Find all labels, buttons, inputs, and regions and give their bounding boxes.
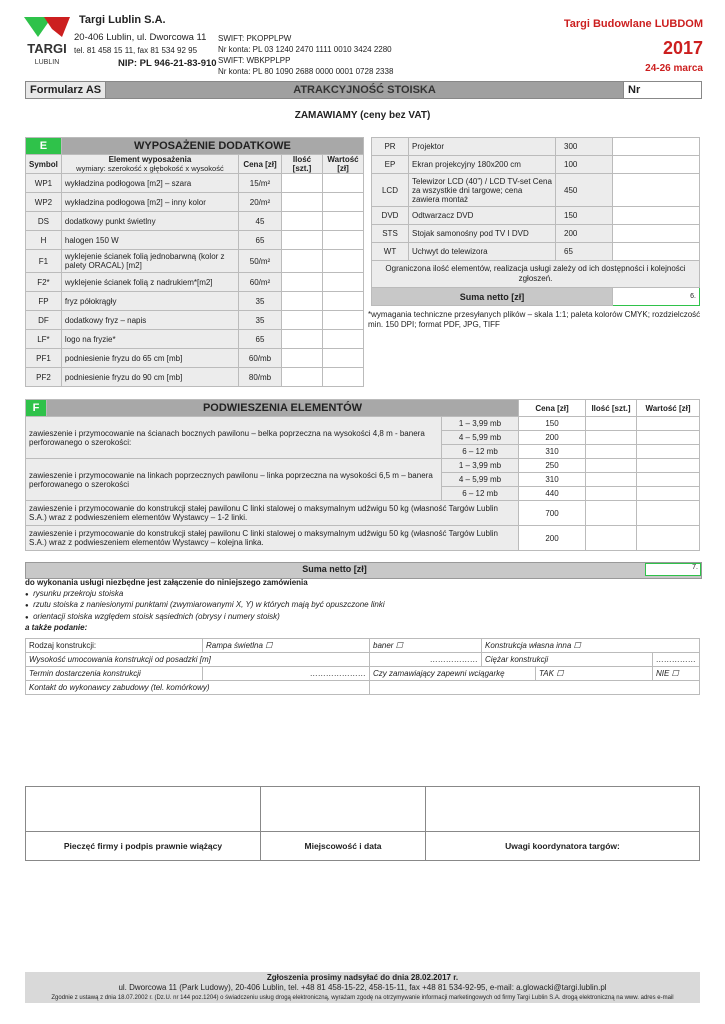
qty-input[interactable] xyxy=(613,138,700,156)
equipment-row xyxy=(26,193,364,212)
qty-input[interactable] xyxy=(282,292,323,311)
company-address: 20-406 Lublin, ul. Dworcowa 11 xyxy=(74,32,207,43)
col-value-f: Wartość [zł] xyxy=(637,400,700,417)
value-input[interactable] xyxy=(323,250,364,273)
qty-input[interactable] xyxy=(586,459,637,473)
value-input[interactable] xyxy=(323,231,364,250)
equipment-price: 65 xyxy=(239,231,282,250)
equipment-name: fryz półokrągły xyxy=(61,292,238,311)
qty-input[interactable] xyxy=(613,207,700,225)
av-name: Ekran projekcyjny 180x200 cm xyxy=(409,156,556,174)
value-input[interactable] xyxy=(637,431,700,445)
av-symbol: WT xyxy=(372,243,409,261)
value-input[interactable] xyxy=(323,273,364,292)
equipment-row xyxy=(26,349,364,368)
equipment-price: 50/m² xyxy=(239,250,282,273)
value-input[interactable] xyxy=(637,417,700,431)
equipment-row xyxy=(26,311,364,330)
qty-input[interactable] xyxy=(586,501,637,526)
equipment-symbol: PF2 xyxy=(26,368,62,387)
delivery-input[interactable]: ………………… xyxy=(203,667,370,681)
sum-f-bar xyxy=(25,562,702,579)
equipment-name: logo na fryzie* xyxy=(61,330,238,349)
av-price: 150 xyxy=(556,207,613,225)
equipment-symbol: F1 xyxy=(26,250,62,273)
price-cell: 310 xyxy=(519,473,586,487)
col-element: Element wyposażenia xyxy=(108,155,192,164)
col-qty: Ilość [szt.] xyxy=(282,155,323,174)
range-cell: 1 – 3,99 mb xyxy=(442,417,519,431)
equipment-price: 65 xyxy=(239,330,282,349)
section-f-code: F xyxy=(26,400,47,417)
sum-label-f: Suma netto [zł] xyxy=(302,564,367,574)
equipment-symbol: DF xyxy=(26,311,62,330)
signature-label: Pieczęć firmy i podpis prawnie wiążący xyxy=(26,832,261,861)
equipment-row xyxy=(26,174,364,193)
section-f-title: PODWIESZENIA ELEMENTÓW xyxy=(47,400,519,417)
equipment-symbol: WP1 xyxy=(26,174,62,193)
equipment-row xyxy=(26,330,364,349)
av-price: 300 xyxy=(556,138,613,156)
av-symbol: PR xyxy=(372,138,409,156)
svg-text:TARGI: TARGI xyxy=(27,41,67,56)
qty-input[interactable] xyxy=(282,250,323,273)
section-e-code: E xyxy=(26,138,62,155)
desc-cable-1: zawieszenie i przymocowanie do konstrukcji stałej pawilonu C linki stalowej o maksymalnym udźwigu 50 kg (własność Targów Lublin S.A.) wraz z podwieszeniem elementów Wystawcy – 1-2 linki. xyxy=(26,501,519,526)
equipment-name: halogen 150 W xyxy=(61,231,238,250)
targi-lublin-logo xyxy=(22,15,72,67)
technical-note: *wymagania techniczne przesyłanych plików – skala 1:1; paleta kolorów CMYK; rozdzielczość min. 150 DPI; format PDF, JPG, TIFF xyxy=(368,310,701,329)
equipment-symbol: H xyxy=(26,231,62,250)
equipment-name: wykładzina podłogowa [m2] – inny kolor xyxy=(61,193,238,212)
height-label: Wysokość umocowania konstrukcji od posadzki [m] xyxy=(26,653,370,667)
qty-input[interactable] xyxy=(586,473,637,487)
form-title-bar xyxy=(25,81,702,99)
weight-input[interactable]: …………… xyxy=(653,653,700,667)
value-input[interactable] xyxy=(323,174,364,193)
equipment-name: dodatkowy fryz – napis xyxy=(61,311,238,330)
qty-input[interactable] xyxy=(282,368,323,387)
range-cell: 4 – 5,99 mb xyxy=(442,473,519,487)
value-input[interactable] xyxy=(323,292,364,311)
footer xyxy=(25,972,700,1003)
sum-value-f[interactable]: 7. xyxy=(645,563,701,576)
place-date-box[interactable] xyxy=(261,787,426,832)
value-input[interactable] xyxy=(323,330,364,349)
fair-title: Targi Budowlane LUBDOM xyxy=(563,18,703,30)
price-cell: 150 xyxy=(519,417,586,431)
av-row xyxy=(372,138,700,156)
bank-details: SWIFT: PKOPPLPW Nr konta: PL 03 1240 2470 1111 0010 3424 2280 SWIFT: WBKPPLPP Nr konta: PL 80 1090 2688 0000 0001 0728 2338 xyxy=(218,34,394,76)
footer-contact: ul. Dworcowa 11 (Park Ludowy), 20-406 Lublin, tel. +48 81 458-15-22, 458-15-11, fax +48 81 534-92-95, e-mail: a.glowacki@targi.lublin.pl xyxy=(118,983,607,992)
value-input[interactable] xyxy=(637,501,700,526)
place-date-label: Miejscowość i data xyxy=(261,832,426,861)
range-cell: 1 – 3,99 mb xyxy=(442,459,519,473)
col-symbol: Symbol xyxy=(26,155,62,174)
section-av-table xyxy=(371,137,700,306)
coordinator-box[interactable] xyxy=(426,787,700,832)
av-name: Odtwarzacz DVD xyxy=(409,207,556,225)
company-name: Targi Lublin S.A. xyxy=(79,14,166,26)
qty-input[interactable] xyxy=(586,431,637,445)
equipment-price: 80/mb xyxy=(239,368,282,387)
equipment-row xyxy=(26,212,364,231)
contact-input[interactable] xyxy=(370,681,700,695)
form-nr-field[interactable]: Nr xyxy=(623,82,701,98)
svg-text:LUBLIN: LUBLIN xyxy=(34,59,60,66)
av-row xyxy=(372,174,700,207)
col-element-sub: wymiary: szerokość x głębokość x wysokość xyxy=(76,164,224,173)
price-cell: 250 xyxy=(519,459,586,473)
qty-input[interactable] xyxy=(613,243,700,261)
qty-input[interactable] xyxy=(586,526,637,551)
qty-input[interactable] xyxy=(282,330,323,349)
value-input[interactable] xyxy=(637,445,700,459)
equipment-price: 35 xyxy=(239,311,282,330)
value-input[interactable] xyxy=(323,212,364,231)
col-price: Cena [zł] xyxy=(239,155,282,174)
requirements-also: a także podanie: xyxy=(25,623,88,632)
equipment-price: 15/m² xyxy=(239,174,282,193)
baner-checkbox[interactable]: baner ☐ xyxy=(370,639,482,653)
equipment-row xyxy=(26,250,364,273)
yes-checkbox[interactable]: TAK ☐ xyxy=(536,667,653,681)
value-input[interactable] xyxy=(637,459,700,473)
equipment-price: 20/m² xyxy=(239,193,282,212)
requirement-item: ● rzutu stoiska z naniesionymi punktami (zwymiarowanymi X, Y) w których mają być opuszczone linki xyxy=(25,600,385,609)
signature-box[interactable] xyxy=(26,787,261,832)
delivery-label: Termin dostarczenia konstrukcji xyxy=(26,667,203,681)
qty-input[interactable] xyxy=(586,487,637,501)
value-input[interactable] xyxy=(637,487,700,501)
value-input[interactable] xyxy=(323,349,364,368)
winch-label: Czy zamawiający zapewni wciągarkę xyxy=(370,667,536,681)
requirements xyxy=(25,578,700,634)
requirements-head: do wykonania usługi niezbędne jest załączenie do niniejszego zamówienia xyxy=(25,578,308,587)
equipment-row xyxy=(26,292,364,311)
av-name: Stojak samonośny pod TV I DVD xyxy=(409,225,556,243)
qty-input[interactable] xyxy=(586,417,637,431)
equipment-name: wykładzina podłogowa [m2] – szara xyxy=(61,174,238,193)
col-value: Wartość [zł] xyxy=(323,155,364,174)
construction-grid xyxy=(25,638,700,695)
equipment-row xyxy=(26,273,364,292)
equipment-symbol: LF* xyxy=(26,330,62,349)
range-cell: 4 – 5,99 mb xyxy=(442,431,519,445)
company-tel: tel. 81 458 15 11, fax 81 534 92 95 xyxy=(74,46,198,55)
qty-input[interactable] xyxy=(613,156,700,174)
av-row xyxy=(372,207,700,225)
col-qty-f: Ilość [szt.] xyxy=(586,400,637,417)
av-name: Uchwyt do telewizora xyxy=(409,243,556,261)
value-input[interactable] xyxy=(637,526,700,551)
equipment-name: podniesienie fryzu do 90 cm [mb] xyxy=(61,368,238,387)
av-symbol: DVD xyxy=(372,207,409,225)
qty-input[interactable] xyxy=(282,174,323,193)
desc-cable-2: zawieszenie i przymocowanie do konstrukcji stałej pawilonu C linki stalowej o maksymalnym udźwigu 50 kg (własność Targów Lublin S.A.) wraz z podwieszeniem elementów Wystawcy – kolejna linka. xyxy=(26,526,519,551)
signature-table xyxy=(25,786,700,861)
qty-input[interactable] xyxy=(586,445,637,459)
equipment-symbol: PF1 xyxy=(26,349,62,368)
equipment-name: podniesienie fryzu do 65 cm [mb] xyxy=(61,349,238,368)
equipment-symbol: FP xyxy=(26,292,62,311)
value-input[interactable] xyxy=(637,473,700,487)
rampa-checkbox[interactable]: Rampa świetlna ☐ xyxy=(203,639,370,653)
section-f-table xyxy=(25,399,700,551)
coordinator-label: Uwagi koordynatora targów: xyxy=(426,832,700,861)
footer-consent: Zgodnie z ustawą z dnia 18.07.2002 r. (Dz.U. nr 144 poz.1204) o świadczeniu usług drogą elektroniczną, wyrażam zgodę na otrzymywanie informacji marketingowych od firmy Targi Lublin S.A. drogą elektroniczną na www. adres e-mail xyxy=(51,995,674,1001)
equipment-row xyxy=(26,368,364,387)
price-cell: 200 xyxy=(519,431,586,445)
qty-input[interactable] xyxy=(282,349,323,368)
limited-note: Ograniczona ilość elementów, realizacja usługi zależy od ich dostępności i kolejności zgłoszeń. xyxy=(372,261,700,288)
fair-year: 2017 xyxy=(662,38,703,58)
qty-input[interactable] xyxy=(613,225,700,243)
equipment-symbol: F2* xyxy=(26,273,62,292)
construction-type-label: Rodzaj konstrukcji: xyxy=(26,639,203,653)
value-input[interactable] xyxy=(323,193,364,212)
contact-label: Kontakt do wykonawcy zabudowy (tel. komórkowy) xyxy=(26,681,370,695)
range-cell: 6 – 12 mb xyxy=(442,445,519,459)
company-nip: NIP: PL 946-21-83-910 xyxy=(118,58,217,69)
price-cell: 700 xyxy=(519,501,586,526)
equipment-name: dodatkowy punkt świetlny xyxy=(61,212,238,231)
no-checkbox[interactable]: NIE ☐ xyxy=(653,667,700,681)
desc-walls: zawieszenie i przymocowanie na ścianach bocznych pawilonu – belka poprzeczna na wysokości 4,8 m - banera perforowanego o szerokości: xyxy=(26,417,442,459)
requirement-item: ● rysunku przekroju stoiska xyxy=(25,588,124,598)
av-name: Projektor xyxy=(409,138,556,156)
value-input[interactable] xyxy=(323,311,364,330)
equipment-price: 60/mb xyxy=(239,349,282,368)
qty-input[interactable] xyxy=(282,193,323,212)
sum-value-r[interactable]: 6. xyxy=(613,288,700,306)
equipment-price: 60/m² xyxy=(239,273,282,292)
av-row xyxy=(372,156,700,174)
price-cell: 200 xyxy=(519,526,586,551)
av-price: 100 xyxy=(556,156,613,174)
equipment-symbol: DS xyxy=(26,212,62,231)
form-code: Formularz AS xyxy=(26,82,106,98)
wlasna-checkbox[interactable]: Konstrukcja własna inna ☐ xyxy=(482,639,700,653)
qty-input[interactable] xyxy=(613,174,700,207)
av-symbol: STS xyxy=(372,225,409,243)
qty-input[interactable] xyxy=(282,212,323,231)
equipment-name: wyklejenie ścianek folią jednobarwną (kolor z palety ORACAL) [m2] xyxy=(61,250,238,273)
equipment-symbol: WP2 xyxy=(26,193,62,212)
qty-input[interactable] xyxy=(282,273,323,292)
weight-label: Ciężar konstrukcji xyxy=(482,653,653,667)
av-price: 200 xyxy=(556,225,613,243)
value-input[interactable] xyxy=(323,368,364,387)
order-subtitle: ZAMAWIAMY (ceny bez VAT) xyxy=(294,110,431,121)
qty-input[interactable] xyxy=(282,231,323,250)
section-e-title: WYPOSAŻENIE DODATKOWE xyxy=(61,138,363,155)
equipment-name: wyklejenie ścianek folią z nadrukiem*[m2] xyxy=(61,273,238,292)
av-price: 450 xyxy=(556,174,613,207)
range-cell: 6 – 12 mb xyxy=(442,487,519,501)
av-row xyxy=(372,225,700,243)
equipment-row xyxy=(26,231,364,250)
height-input[interactable]: ……………… xyxy=(370,653,482,667)
price-cell: 310 xyxy=(519,445,586,459)
equipment-price: 35 xyxy=(239,292,282,311)
av-row xyxy=(372,243,700,261)
av-name: Telewizor LCD (40”) / LCD TV-set Cena za wszystkie dni targowe; cena zawiera montaż xyxy=(409,174,556,207)
equipment-price: 45 xyxy=(239,212,282,231)
requirement-item: ● orientacji stoiska względem stoisk sąsiednich (obrysy i numery stoisk) xyxy=(25,611,280,621)
av-price: 65 xyxy=(556,243,613,261)
fair-dates: 24-26 marca xyxy=(645,63,703,74)
sum-label-r: Suma netto [zł] xyxy=(372,288,613,306)
price-cell: 440 xyxy=(519,487,586,501)
footer-deadline: Zgłoszenia prosimy nadsyłać do dnia 28.02.2017 r. xyxy=(266,973,459,982)
qty-input[interactable] xyxy=(282,311,323,330)
col-price-f: Cena [zł] xyxy=(519,400,586,417)
section-e-table xyxy=(25,137,364,387)
av-symbol: LCD xyxy=(372,174,409,207)
av-symbol: EP xyxy=(372,156,409,174)
desc-lines: zawieszenie i przymocowanie na linkach poprzecznych pawilonu – linka poprzeczna na wysokości 6,5 m – banera perforowanego o szerokości xyxy=(26,459,442,501)
form-title: ATRAKCYJNOŚĆ STOISKA xyxy=(106,82,623,98)
